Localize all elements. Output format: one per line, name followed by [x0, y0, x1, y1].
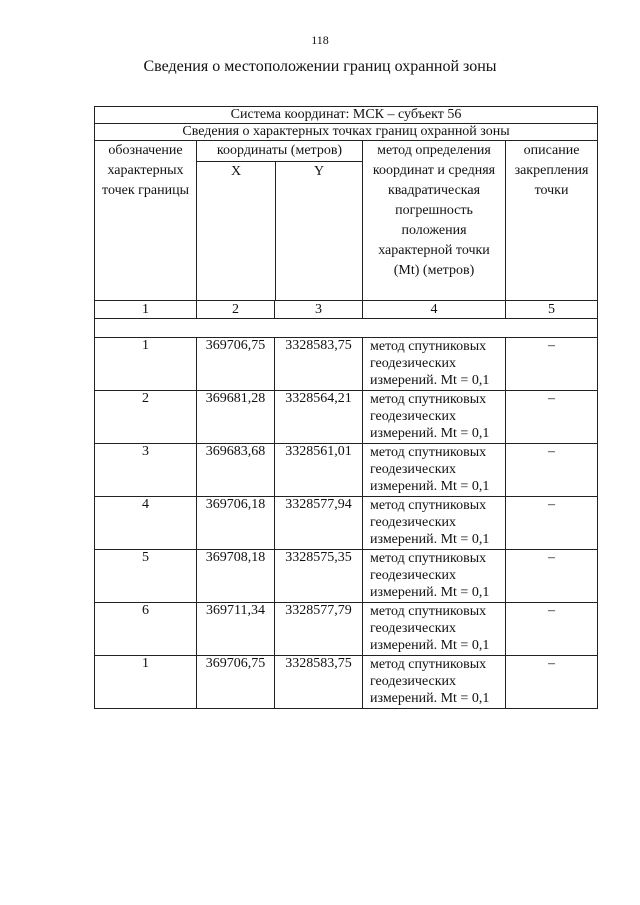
y-cell: 3328561,01 [275, 444, 363, 497]
x-cell: 369706,75 [197, 656, 275, 709]
table-subtitle-cell: Сведения о характерных точках границ охранной зоны [95, 124, 598, 141]
boundary-points-table [94, 106, 598, 709]
table-row [95, 550, 598, 603]
x-cell: 369706,75 [197, 338, 275, 391]
header-coordinates [197, 141, 363, 301]
x-cell: 369683,68 [197, 444, 275, 497]
table-row [95, 603, 598, 656]
header-designation-text: обозначение характерных точек границы [102, 143, 189, 198]
table-row [95, 391, 598, 444]
y-cell: 3328564,21 [275, 391, 363, 444]
column-number: 5 [506, 301, 598, 319]
y-cell: 3328577,94 [275, 497, 363, 550]
coordinate-system-cell: Система координат: МСК – субъект 56 [95, 107, 598, 124]
point-cell: 6 [95, 603, 197, 656]
page-number: 118 [311, 33, 329, 47]
method-cell: метод спутниковых геодезических измерений. Mt = 0,1 [363, 656, 506, 709]
column-number: 1 [95, 301, 197, 319]
y-cell: 3328575,35 [275, 550, 363, 603]
x-cell: 369706,18 [197, 497, 275, 550]
header-designation [95, 141, 197, 301]
description-cell: – [506, 338, 598, 391]
x-cell: 369711,34 [197, 603, 275, 656]
empty-row [95, 319, 598, 338]
column-number-row [95, 301, 598, 319]
y-cell: 3328583,75 [275, 338, 363, 391]
point-cell: 1 [95, 656, 197, 709]
header-method [363, 141, 506, 301]
method-cell: метод спутниковых геодезических измерений. Mt = 0,1 [363, 391, 506, 444]
column-number: 3 [275, 301, 363, 319]
header-coordinates-label: координаты (метров) [197, 141, 362, 162]
table-row [95, 444, 598, 497]
method-cell: метод спутниковых геодезических измерений. Mt = 0,1 [363, 550, 506, 603]
table-row [95, 497, 598, 550]
y-cell: 3328583,75 [275, 656, 363, 709]
x-cell: 369681,28 [197, 391, 275, 444]
empty-cell [95, 319, 598, 338]
point-cell: 5 [95, 550, 197, 603]
method-cell: метод спутниковых геодезических измерений. Mt = 0,1 [363, 338, 506, 391]
header-x: X [197, 162, 276, 300]
description-cell: – [506, 656, 598, 709]
description-cell: – [506, 391, 598, 444]
header-description [506, 141, 598, 301]
column-number: 2 [197, 301, 275, 319]
y-cell: 3328577,79 [275, 603, 363, 656]
description-cell: – [506, 603, 598, 656]
header-description-text: описание закрепления точки [514, 143, 589, 198]
method-cell: метод спутниковых геодезических измерений. Mt = 0,1 [363, 444, 506, 497]
method-cell: метод спутниковых геодезических измерений. Mt = 0,1 [363, 603, 506, 656]
header-y: Y [313, 164, 325, 179]
column-number: 4 [363, 301, 506, 319]
point-cell: 4 [95, 497, 197, 550]
point-cell: 1 [95, 338, 197, 391]
point-cell: 2 [95, 391, 197, 444]
header-method-text: метод определения координат и средняя квадратическая погрешность положения характерной точки (Mt) (метров) [372, 143, 496, 278]
description-cell: – [506, 550, 598, 603]
document-title: Сведения о местоположении границ охранной зоны [143, 58, 497, 75]
description-cell: – [506, 497, 598, 550]
method-cell: метод спутниковых геодезических измерений. Mt = 0,1 [363, 497, 506, 550]
point-cell: 3 [95, 444, 197, 497]
table-row [95, 338, 598, 391]
table-row [95, 656, 598, 709]
description-cell: – [506, 444, 598, 497]
x-cell: 369708,18 [197, 550, 275, 603]
